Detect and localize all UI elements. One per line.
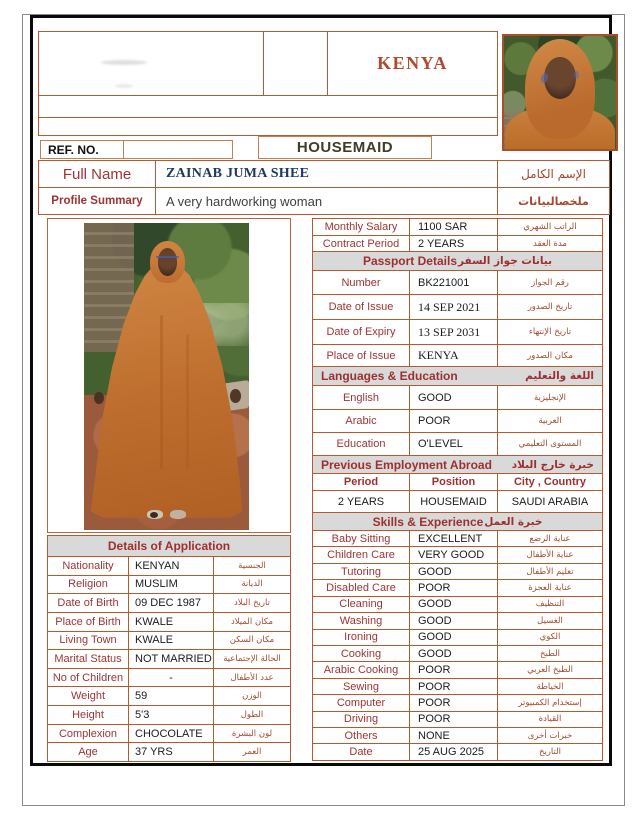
- field-label-arabic: رقم الجواز: [531, 277, 569, 288]
- field-label-arabic: القيادة: [538, 714, 562, 725]
- field-label-arabic: التنظيف: [535, 599, 565, 610]
- figure-face: [158, 248, 178, 276]
- field-label-arabic: العربية: [538, 416, 562, 426]
- field-label: Contract Period: [313, 236, 410, 251]
- field-value: POOR: [410, 679, 498, 694]
- field-value: POOR: [410, 662, 498, 677]
- field-value: POOR: [410, 580, 498, 595]
- field-label-arabic: عدد الأطفال: [230, 672, 274, 683]
- section-header: [313, 367, 602, 386]
- field-label-arabic: عناية الأطفال: [526, 550, 574, 561]
- table-row: [313, 646, 602, 662]
- field-label-arabic: المستوى التعليمي: [518, 439, 582, 449]
- field-label: Cooking: [313, 646, 410, 661]
- field-label-arabic: مكان الميلاد: [230, 616, 274, 627]
- table-row: [48, 557, 290, 576]
- header-blank-row-2: [38, 118, 498, 136]
- table-row: [48, 743, 290, 761]
- field-label: Education: [313, 433, 410, 455]
- faint-logo-remnant: [115, 84, 133, 88]
- section-title-arabic: اللغة والتعليم: [525, 370, 594, 382]
- ref-no-field: [123, 140, 233, 159]
- headshot-photo: [502, 34, 618, 151]
- field-label-arabic: التاريخ: [538, 747, 562, 758]
- employment-position: HOUSEMAID: [410, 491, 498, 512]
- table-row: [313, 580, 602, 596]
- position-title: HOUSEMAID: [296, 139, 394, 156]
- field-value: GOOD: [410, 646, 498, 661]
- table-row: [48, 669, 290, 688]
- table-row: [313, 630, 602, 646]
- field-value: POOR: [410, 695, 498, 710]
- field-label-arabic: الطبخ العربي: [527, 665, 573, 676]
- field-label: Sewing: [313, 679, 410, 694]
- column-header: City , Country: [513, 476, 587, 488]
- field-value: VERY GOOD: [410, 547, 498, 562]
- table-row: [39, 161, 609, 188]
- table-row: [313, 679, 602, 695]
- figure-face: [544, 57, 575, 99]
- header-middle-cell: [264, 32, 328, 95]
- field-label-arabic: مكان الصدور: [527, 350, 573, 361]
- field-value: 14 SEP 2021: [410, 295, 498, 319]
- details-of-application-table: [47, 535, 291, 762]
- field-value: 5'3: [129, 706, 214, 724]
- profile-summary-label-cell: [39, 188, 156, 214]
- table-row: [313, 531, 602, 547]
- employment-period: 2 YEARS: [313, 491, 410, 512]
- robe-fold: [186, 334, 189, 469]
- field-label-arabic: الطبخ: [540, 648, 560, 659]
- section-header: [313, 456, 602, 474]
- field-value: -: [129, 669, 214, 687]
- field-label-arabic: عناية الرضع: [529, 533, 571, 544]
- table-row: [313, 728, 602, 744]
- table-row: [313, 491, 602, 513]
- header-blank-row-1: [38, 96, 498, 118]
- field-value: 13 SEP 2031: [410, 320, 498, 344]
- field-value: GOOD: [410, 613, 498, 628]
- position-title-box: [258, 136, 432, 159]
- field-value: GOOD: [410, 386, 498, 409]
- field-value: GOOD: [410, 630, 498, 645]
- table-row: [313, 712, 602, 728]
- field-label-arabic: الطول: [240, 709, 264, 720]
- header-country-cell: [328, 32, 497, 95]
- field-label-arabic: مدة العقد: [533, 238, 567, 249]
- portrait-photo-frame: [47, 218, 291, 533]
- field-label-arabic: خبرات أخرى: [527, 730, 573, 741]
- section-header: [313, 252, 602, 271]
- column-header: Period: [313, 474, 410, 490]
- field-value: POOR: [410, 712, 498, 727]
- field-label-arabic: الجنسية: [238, 560, 266, 571]
- field-label: Weight: [48, 687, 129, 705]
- field-label: Driving: [313, 712, 410, 727]
- full-name-value: ZAINAB JUMA SHEE: [166, 166, 310, 181]
- field-label-arabic: الإنجليزية: [533, 392, 567, 403]
- field-label: Place of Issue: [313, 345, 410, 366]
- section-title-arabic: خبرة خارج البلاد: [511, 458, 594, 471]
- field-value: 37 YRS: [129, 743, 214, 761]
- header-main-row: [38, 31, 498, 96]
- table-row: [313, 662, 602, 678]
- field-label: Living Town: [48, 632, 129, 650]
- field-label: Date of Issue: [313, 295, 410, 319]
- section-title-arabic: بيانات جواز السفر: [458, 255, 553, 267]
- field-value: GOOD: [410, 564, 498, 579]
- table-row: [313, 320, 602, 345]
- table-row: [48, 687, 290, 706]
- field-label: Date of Expiry: [313, 320, 410, 344]
- section-header: [313, 513, 602, 531]
- profile-summary-label: Profile Summary: [51, 195, 143, 207]
- field-label: Date of Birth: [48, 594, 129, 612]
- field-label: Religion: [48, 576, 129, 594]
- faint-logo-remnant: [101, 60, 147, 65]
- field-label-arabic: تعليم الأطفال: [526, 566, 574, 577]
- field-label: Arabic: [313, 410, 410, 432]
- full-name-label: Full Name: [62, 165, 132, 183]
- field-label-arabic: إستخدام الكمبيوتر: [518, 697, 582, 708]
- table-row: [48, 725, 290, 744]
- field-label: Date: [313, 744, 410, 759]
- table-row: [313, 236, 602, 252]
- field-value: 25 AUG 2025: [410, 744, 498, 759]
- field-label: Computer: [313, 695, 410, 710]
- employment-column-header-row: [313, 474, 602, 491]
- table-row: [48, 576, 290, 595]
- table-row: [48, 650, 290, 669]
- table-row: [313, 744, 602, 759]
- field-value: 59: [129, 687, 214, 705]
- table-row: [313, 219, 602, 236]
- section-title: Details of Application: [107, 539, 231, 553]
- field-label-arabic: الكوي: [539, 632, 561, 643]
- field-label-arabic: العمر: [242, 747, 262, 758]
- field-value: KENYAN: [129, 557, 214, 575]
- field-value: POOR: [410, 410, 498, 432]
- full-name-value-cell: [156, 161, 498, 187]
- section-title: Previous Employment Abroad: [321, 457, 492, 472]
- field-label: Nationality: [48, 557, 129, 575]
- field-value: MUSLIM: [129, 576, 214, 594]
- section-title: Skills & Experience: [372, 514, 484, 529]
- field-label-arabic: الوزن: [242, 691, 262, 702]
- table-row: [313, 295, 602, 320]
- header-table: [38, 31, 498, 136]
- field-label: Ironing: [313, 630, 410, 645]
- field-label-arabic: مكان السكن: [229, 635, 275, 646]
- glasses: [156, 256, 179, 258]
- profile-summary-label-arabic: ملخصالبيانات: [518, 194, 589, 208]
- field-label: Marital Status: [48, 650, 129, 668]
- section-title-arabic: خبرة العمل: [484, 515, 543, 528]
- field-label: No of Children: [48, 669, 129, 687]
- field-value: GOOD: [410, 597, 498, 612]
- field-label: Complexion: [48, 725, 129, 743]
- section-header: [48, 536, 290, 557]
- field-label-arabic: الغسيل: [537, 615, 563, 626]
- field-label: Arabic Cooking: [313, 662, 410, 677]
- table-row: [48, 613, 290, 632]
- figure-hand: [94, 392, 104, 404]
- table-row: [313, 597, 602, 613]
- field-label-arabic: الديانة: [241, 579, 263, 590]
- field-label-arabic: لون البشرة: [231, 728, 273, 739]
- field-value: NONE: [410, 728, 498, 743]
- field-label: Number: [313, 271, 410, 294]
- field-value: O'LEVEL: [410, 433, 498, 455]
- table-row: [313, 613, 602, 629]
- field-label: Baby Sitting: [313, 531, 410, 546]
- field-label: Children Care: [313, 547, 410, 562]
- section-title: Passport Details: [362, 254, 457, 268]
- field-label: Monthly Salary: [313, 219, 410, 235]
- identity-table: [38, 160, 610, 215]
- full-name-label-arabic: الإسم الكامل: [521, 167, 586, 181]
- field-value: 1100 SAR: [410, 219, 498, 235]
- section-title: Languages & Education: [321, 369, 458, 383]
- field-value: 2 YEARS: [410, 236, 498, 251]
- header-logo-cell: [39, 32, 264, 95]
- employment-city: SAUDI ARABIA: [511, 495, 589, 508]
- field-label: Washing: [313, 613, 410, 628]
- field-value: CHOCOLATE: [129, 725, 214, 743]
- field-label-arabic: تاريخ الصدور: [527, 302, 573, 312]
- field-value: BK221001: [410, 271, 498, 294]
- country-title: KENYA: [377, 53, 448, 73]
- field-label: Disabled Care: [313, 580, 410, 595]
- table-row: [313, 547, 602, 563]
- field-label-arabic: الحالة الإجتماعية: [223, 654, 281, 665]
- table-row: [48, 706, 290, 725]
- field-label-arabic: تاريخ الإنتهاء: [528, 327, 572, 337]
- table-row: [313, 271, 602, 295]
- field-label-arabic: تاريخ البلاد: [234, 598, 270, 609]
- field-label: English: [313, 386, 410, 409]
- table-row: [313, 410, 602, 433]
- profile-summary-value: A very hardworking woman: [166, 193, 323, 209]
- figure-hand: [230, 389, 241, 403]
- table-row: [39, 188, 609, 214]
- field-label-arabic: الخياطة: [536, 681, 564, 692]
- table-row: [313, 386, 602, 410]
- ref-no-label-text: REF. NO.: [48, 142, 99, 157]
- field-value: KENYA: [410, 345, 498, 366]
- table-row: [313, 433, 602, 456]
- ref-no-label: [40, 140, 124, 159]
- field-value: 09 DEC 1987: [129, 594, 214, 612]
- field-value: EXCELLENT: [410, 531, 498, 546]
- figure-foot: [170, 510, 187, 519]
- field-value: KWALE: [129, 632, 214, 650]
- field-label: Tutoring: [313, 564, 410, 579]
- full-name-label-cell: [39, 161, 156, 187]
- field-value: NOT MARRIED: [129, 650, 214, 668]
- portrait-photo: [84, 223, 249, 530]
- field-label-arabic: عناية العجزة: [528, 582, 572, 593]
- table-row: [313, 345, 602, 367]
- field-label: Height: [48, 706, 129, 724]
- field-label: Place of Birth: [48, 613, 129, 631]
- ref-no-row: [40, 140, 233, 159]
- column-header: Position: [410, 474, 498, 490]
- table-row: [313, 564, 602, 580]
- field-label: Cleaning: [313, 597, 410, 612]
- field-label-arabic: الراتب الشهري: [523, 222, 577, 232]
- field-label: Age: [48, 743, 129, 761]
- table-row: [313, 695, 602, 711]
- figure-foot: [150, 512, 158, 518]
- field-label: Others: [313, 728, 410, 743]
- profile-summary-value-cell: [156, 188, 498, 214]
- table-row: [48, 594, 290, 613]
- field-value: KWALE: [129, 613, 214, 631]
- robe-fold: [160, 315, 163, 469]
- details-right-table: [312, 218, 603, 761]
- table-row: [48, 632, 290, 651]
